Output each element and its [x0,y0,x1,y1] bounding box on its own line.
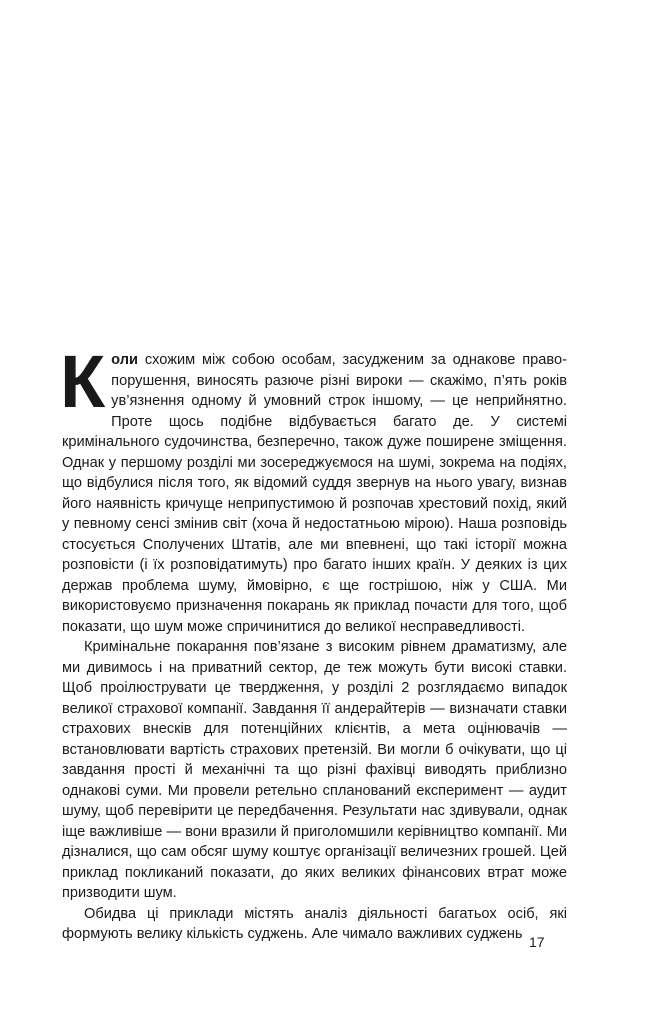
paragraph-3: Обидва ці приклади містять аналіз діяльності багатьох осіб, які формують велику кількість суджень. Але чимало важливих суджень [62,905,567,942]
paragraph-2: Кримінальне покарання пов’язане з високим рівнем драматизму, але ми дивимось і на приватний сектор, де теж можуть бути високі ставки. Щоб проілюструвати це твердження, у розділі 2 розглядаємо випадок великої страхової компанії. Завдання її андерайтерів — визначати ставки страхових внесків для потенційних клієнтів, а мета оцінювачів — встановлювати вартість страхових претензій. Ви могли б очікувати, що ці завдання прості й механічні та що різні фахівці виводять приблизно однакові суми. Ми провели ретельно спланований експеримент — аудит шуму, щоб перевірити це передбачення. Результати нас здивували, однак іще важливіше — вони вразили й приголомшили керівництво компанії. Ми дізналися, що сам обсяг шуму коштує організації величезних грошей. Цей приклад покликаний показати, до яких великих фінансових втрат може призводити шум. [62,639,567,901]
paragraph-1-text: схожим між собою особам, засудженим за однакове правопорушення, виносять разюче різні вироки — скажімо, п’ять років ув’язнення одному й умовний строк іншому, — це неприйнятно. Проте щось подібне відбувається багато де. У системі кримінального судочинства, безперечно, також дуже поширене зміщення. Однак у першому розділі ми зосереджуємося на шумі, зокрема на подіях, що відбулися після того, як відомий суддя звернув на нього увагу, визнав його наявність кричуще неприпустимою й розпочав хрестовий похід, який у певному сенсі змінив світ (хоча й недостатньою мірою). Наша розповідь стосується Сполучених Штатів, але ми впевнені, що такі історії можна розповісти (і їх розповідатимуть) про багато інших країн. У деяких із цих держав проблема шуму, ймовірно, є ще гострішою, ніж у США. Ми використовуємо призначення покарань як приклад почасти для того, щоб показати, що шум може спричинитися до великої несправедливості. [62,352,567,635]
drop-cap-letter: К [60,340,106,423]
lead-word: оли [111,352,138,368]
chapter-body-text [60,340,567,945]
page-number: 17 [529,934,545,950]
paragraph-1 [60,340,567,637]
